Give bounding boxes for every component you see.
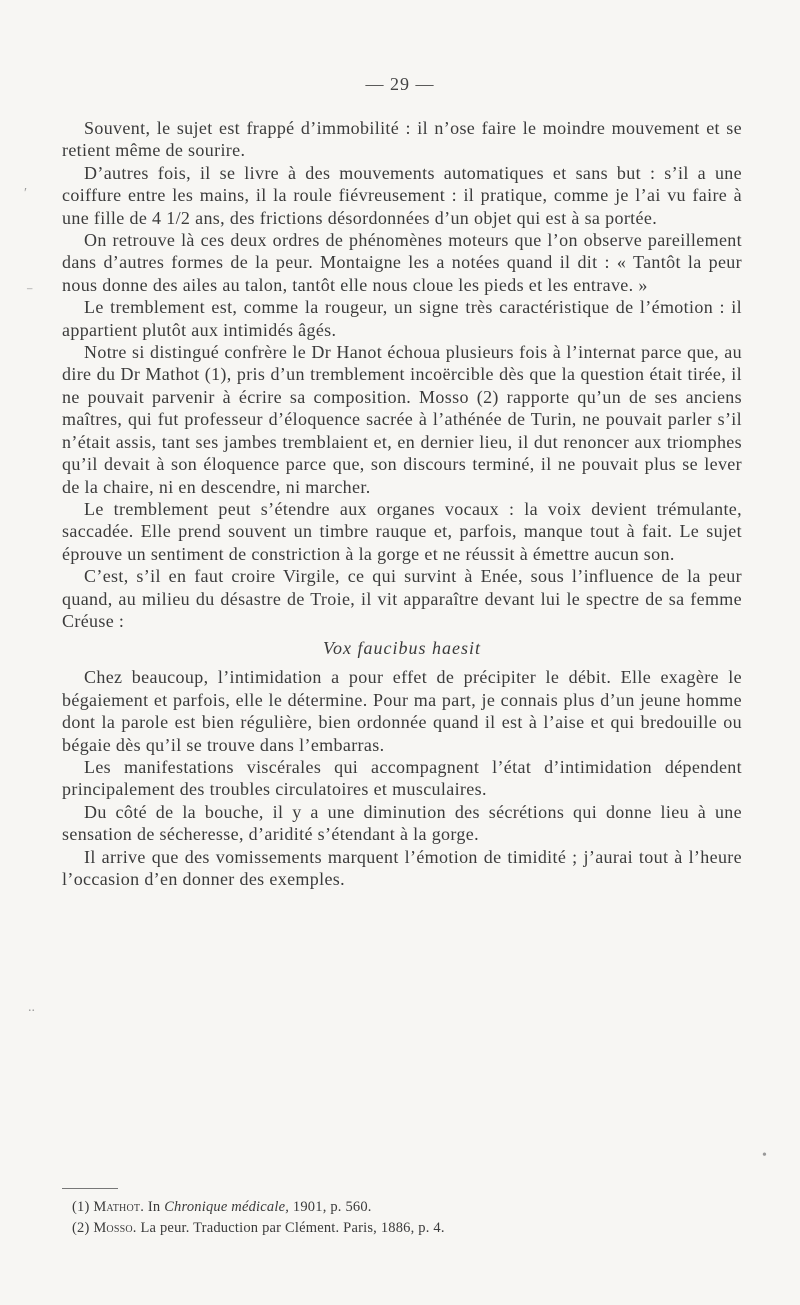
paragraph: Le tremblement peut s’étendre aux organes vocaux : la voix devient trémulante, saccadée. Elle prend souvent un timbre rauque et, parfois, manque tout à fait. Le sujet éprouve un sentiment de constriction à la gorge et ne réussit à émettre aucun son. — [62, 498, 742, 564]
paragraph: On retrouve là ces deux ordres de phénomènes moteurs que l’on observe pareillement dans d’autres formes de la peur. Montaigne les a notées quand il dit : « Tantôt la peur nous donne des ailes au talon, tantôt elle nous cloue les pieds et les entrave. » — [62, 230, 742, 295]
margin-speck: • — [762, 1148, 767, 1163]
paragraph: Souvent, le sujet est frappé d’immobilité : il n’ose faire le moindre mouvement et se retient même de sourire. — [62, 118, 742, 161]
paragraph: Les manifestations viscérales qui accompagnent l’état d’intimidation dépendent principalement des troubles circulatoires et musculaires. — [62, 756, 742, 800]
footnote-reference: La peur. Traduction par Clément. Paris, 1886, p. 4. — [140, 1220, 445, 1236]
margin-speck: ⁻ — [26, 285, 34, 300]
paragraph: Le tremblement est, comme la rougeur, un signe très caractéristique de l’émotion : il appartient plutôt aux intimidés âgés. — [62, 297, 742, 340]
page-number: — 29 — — [365, 74, 435, 94]
margin-speck: .. — [28, 1000, 35, 1015]
body-text — [62, 117, 742, 890]
footnote — [72, 1218, 732, 1239]
paragraph: C’est, s’il en faut croire Virgile, ce qui survint à Enée, sous l’influence de la peur quand, au milieu du désastre de Troie, il vit apparaître devant lui le spectre de sa femme Créuse : — [62, 566, 742, 631]
paragraph: D’autres fois, il se livre à des mouvements automatiques et sans but : s’il a une coiffure entre les mains, il la roule fiévreusement : il pratique, comme je l’ai vu faire à une fille de 4 1/2 ans, des frictions désordonnées d’un objet qui est à sa portée. — [62, 162, 742, 228]
paragraph: Du côté de la bouche, il y a une diminution des sécrétions qui donne lieu à une sensation de sécheresse, d’aridité s’étendant à la gorge. — [62, 801, 742, 845]
margin-speck: ′ — [24, 186, 28, 201]
footnote-author: Mosso. — [93, 1220, 137, 1236]
paragraph: Notre si distingué confrère le Dr Hanot échoua plusieurs fois à l’internat parce que, au dire du Dr Mathot (1), pris d’un tremblement incoërcible dès que la question était tirée, il ne pouvait parvenir à écrire sa composition. Mosso (2) rapporte qu’un de ses anciens maîtres, qui fut professeur d’éloquence sacrée à l’athénée de Turin, ne pouvait parler s’il n’était assis, tant ses jambes tremblaient et, en dernier lieu, il dut renoncer aux triomphes qu’il devait à son éloquence parce que, son discours terminé, il ne pouvait plus se lever de la chaire, ni en descendre, ni marcher. — [62, 342, 742, 497]
paragraph: Chez beaucoup, l’intimidation a pour effet de précipiter le débit. Elle exagère le bégaiement et parfois, elle le détermine. Pour ma part, je connais plus d’un jeune homme dont la parole est bien régulière, bien ordonnée quand il est à l’aise et qui bredouille ou bégaie dès qu’il se trouve dans l’embarras. — [62, 667, 742, 755]
latin-quote: Vox faucibus haesit — [323, 638, 481, 659]
footnote-reference: 1901, p. 560. — [292, 1199, 372, 1215]
footnote-author: Mathot. — [93, 1199, 145, 1215]
footnote-number: (2) — [72, 1220, 90, 1236]
footnotes — [72, 1197, 732, 1239]
footnote-number: (1) — [72, 1199, 90, 1215]
footnote-title: Chronique médicale, — [164, 1199, 290, 1215]
footnote-rule — [62, 1188, 118, 1189]
footnote-prefix: In — [147, 1199, 161, 1215]
paragraph: Il arrive que des vomissements marquent l’émotion de timidité ; j’aurai tout à l’heure l’occasion d’en donner des exemples. — [62, 846, 742, 889]
footnote — [72, 1197, 732, 1218]
